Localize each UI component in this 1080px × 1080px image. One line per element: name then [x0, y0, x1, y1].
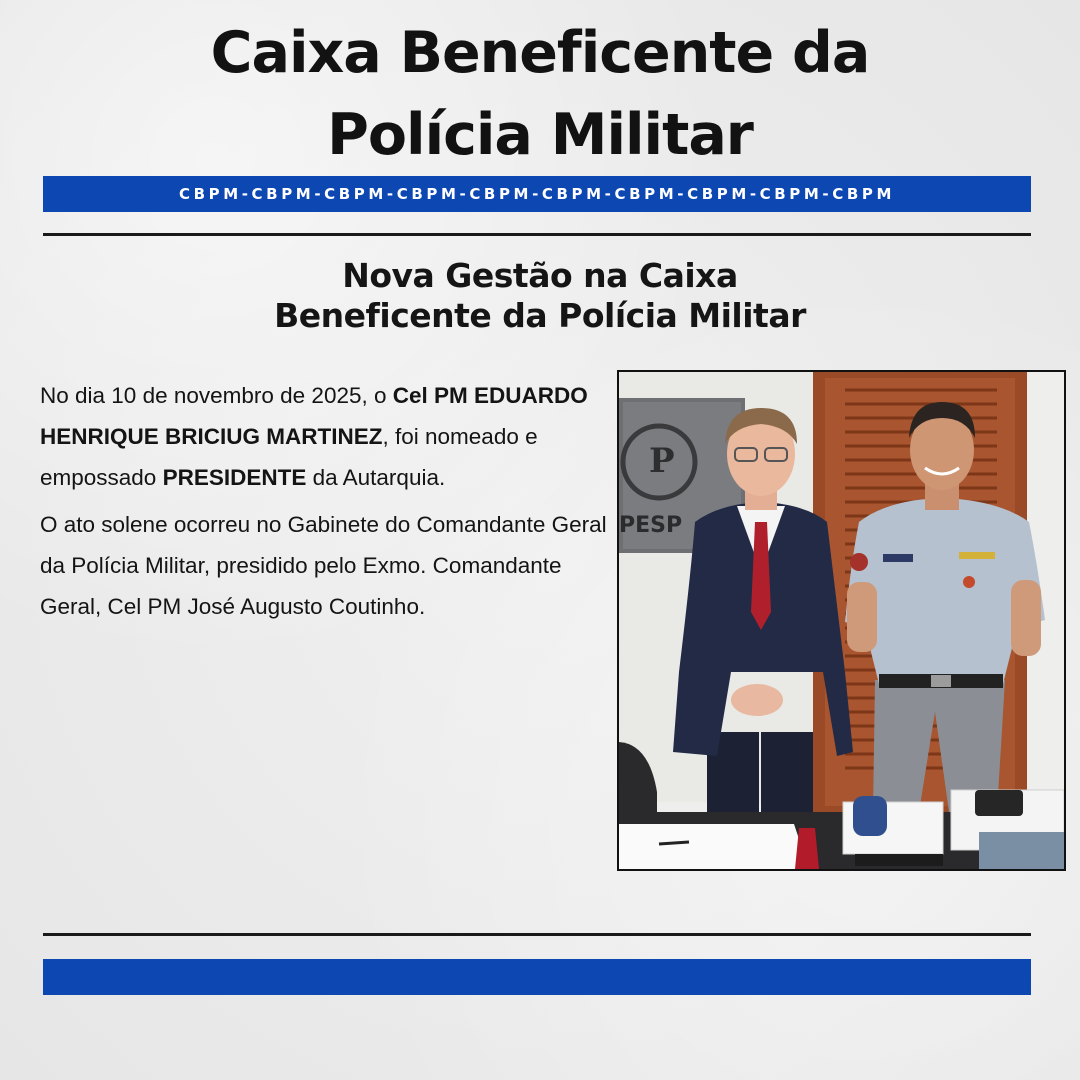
- ceremony-photo: [617, 370, 1066, 871]
- cbpm-banner: [43, 176, 1031, 212]
- article-headline: [0, 256, 1080, 336]
- top-divider: [43, 233, 1031, 236]
- page-title: [0, 12, 1080, 176]
- page-title-line-2: Polícia Militar: [327, 102, 753, 168]
- president-role: PRESIDENTE: [162, 465, 307, 490]
- footer-band: [43, 959, 1031, 995]
- bottom-divider: [43, 933, 1031, 936]
- plaque-label: PESP: [619, 513, 683, 538]
- paragraph-1-text-a: No dia 10 de novembro de 2025, o: [40, 383, 393, 408]
- article-headline-line-2: Beneficente da Polícia Militar: [274, 296, 806, 335]
- svg-text:P: P: [649, 441, 675, 481]
- paragraph-1-text-c: da Autarquia.: [306, 465, 446, 490]
- ceremony-photo-illustration: [619, 372, 1064, 869]
- cbpm-banner-text: CBPM-CBPM-CBPM-CBPM-CBPM-CBPM-CBPM-CBPM-CBPM-CBPM: [178, 185, 896, 203]
- page-title-line-1: Caixa Beneficente da: [210, 20, 870, 86]
- president-name: Cel PM EDUARDO HENRIQUE BRICIUG MARTINEZ: [40, 383, 588, 449]
- article-headline-line-1: Nova Gestão na Caixa: [342, 256, 738, 295]
- paragraph-1-text-b: , foi nomeado e empossado: [40, 424, 538, 490]
- article-paragraph-2: O ato solene ocorreu no Gabinete do Comandante Geral da Polícia Militar, presidido pelo Exmo. Comandante Geral, Cel PM José Augusto Coutinho.: [40, 512, 607, 619]
- article-paragraph-1: [40, 375, 608, 498]
- article-body: [40, 375, 608, 633]
